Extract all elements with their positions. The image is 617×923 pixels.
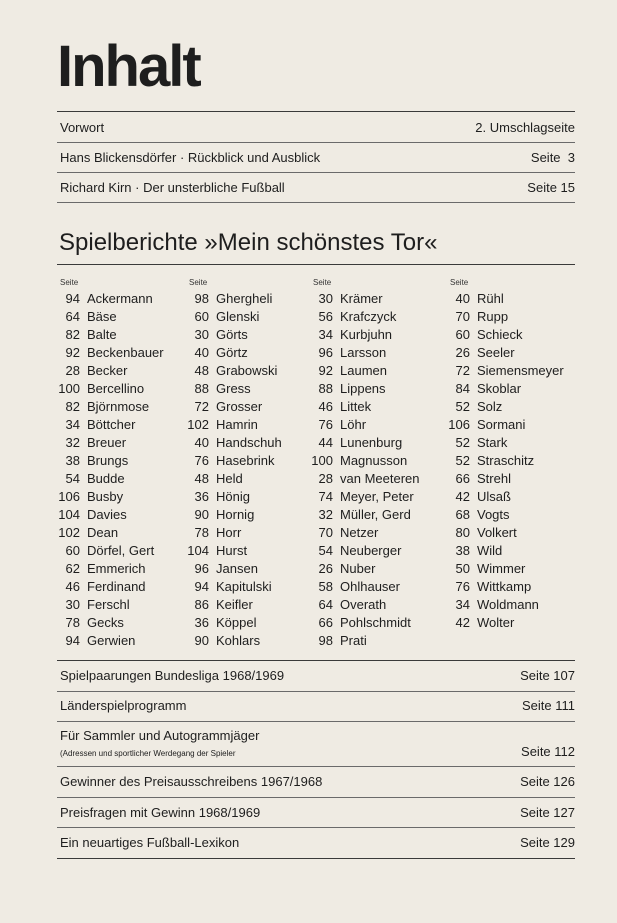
index-entry[interactable] <box>58 344 164 362</box>
entry-name: Gerwien <box>87 633 136 648</box>
entry-page: 94 <box>65 633 80 648</box>
entry-page: 102 <box>58 525 80 540</box>
entry-name: Laumen <box>340 363 387 378</box>
divider <box>57 827 575 828</box>
toc-row-gewinner[interactable] <box>60 774 575 790</box>
index-entry[interactable] <box>58 470 164 488</box>
index-entry[interactable] <box>58 560 164 578</box>
index-entry[interactable] <box>187 488 282 506</box>
entry-page: 38 <box>65 453 80 468</box>
entry-page: 106 <box>58 489 80 504</box>
index-entry[interactable] <box>187 506 282 524</box>
entry-name: Müller, Gerd <box>340 507 411 522</box>
index-entry[interactable] <box>311 506 420 524</box>
entry-name: Strehl <box>477 471 511 486</box>
entry-name: Balte <box>87 327 117 342</box>
page-title: Inhalt <box>57 34 200 99</box>
entry-name: Lunenburg <box>340 435 403 450</box>
entry-page: 52 <box>455 399 470 414</box>
toc-page-ref: Seite 112 <box>521 744 575 759</box>
index-entry[interactable] <box>448 416 564 434</box>
toc-page-ref: Seite 111 <box>521 698 575 713</box>
index-entry[interactable] <box>187 290 282 308</box>
entry-page: 74 <box>318 489 333 504</box>
entry-name: Volkert <box>477 525 517 540</box>
entry-name: Krämer <box>340 291 383 306</box>
entry-name: Köppel <box>216 615 257 630</box>
index-entry[interactable] <box>58 308 164 326</box>
divider <box>57 264 575 265</box>
index-column-3 <box>311 276 420 650</box>
toc-label: Gewinner des Preisausschreibens 1967/1968 <box>60 774 323 789</box>
entry-page: 60 <box>65 543 80 558</box>
entry-page: 40 <box>194 345 209 360</box>
index-entry[interactable] <box>311 452 420 470</box>
index-entry[interactable] <box>58 524 164 542</box>
toc-note: (Adressen und sportlicher Werdegang der Spieler <box>60 749 236 758</box>
index-entry[interactable] <box>448 596 564 614</box>
entry-name: Dörfel, Gert <box>87 543 155 558</box>
entry-page: 76 <box>318 417 333 432</box>
toc-label: Hans Blickensdörfer · Rückblick und Ausblick <box>60 150 321 165</box>
index-entry[interactable] <box>187 542 282 560</box>
toc-page-ref: Seite 129 <box>520 835 575 850</box>
index-entry[interactable] <box>448 578 564 596</box>
index-entry[interactable] <box>311 308 420 326</box>
index-entry[interactable] <box>58 614 164 632</box>
entry-name: Lippens <box>340 381 386 396</box>
index-entry[interactable] <box>311 488 420 506</box>
entry-name: Meyer, Peter <box>340 489 414 504</box>
entry-name: Grosser <box>216 399 263 414</box>
toc-row-spielpaarungen[interactable] <box>60 668 575 684</box>
entry-name: Siemensmeyer <box>477 363 564 378</box>
entry-name: Larsson <box>340 345 387 360</box>
entry-page: 28 <box>65 363 80 378</box>
entry-page: 30 <box>318 291 333 306</box>
index-entry[interactable] <box>58 506 164 524</box>
entry-name: Wimmer <box>477 561 526 576</box>
entry-name: Magnusson <box>340 453 408 468</box>
entry-name: Prati <box>340 633 367 648</box>
toc-label: Für Sammler und Autogrammjäger <box>60 728 260 743</box>
entry-page: 60 <box>455 327 470 342</box>
index-entry[interactable] <box>58 290 164 308</box>
entry-page: 94 <box>194 579 209 594</box>
divider <box>57 691 575 692</box>
entry-page: 52 <box>455 435 470 450</box>
entry-name: Hornig <box>216 507 255 522</box>
entry-name: Rupp <box>477 309 509 324</box>
toc-label: Spielpaarungen Bundesliga 1968/1969 <box>60 668 285 683</box>
index-entry[interactable] <box>58 326 164 344</box>
index-entry[interactable] <box>187 344 282 362</box>
entry-name: Jansen <box>216 561 258 576</box>
entry-name: Vogts <box>477 507 510 522</box>
entry-page: 66 <box>318 615 333 630</box>
entry-page: 64 <box>65 309 80 324</box>
index-entry[interactable] <box>311 560 420 578</box>
index-entry[interactable] <box>311 416 420 434</box>
entry-page: 48 <box>194 471 209 486</box>
divider <box>57 721 575 722</box>
index-entry[interactable] <box>187 380 282 398</box>
entry-name: Bercellino <box>87 381 145 396</box>
entry-page: 62 <box>65 561 80 576</box>
entry-page: 78 <box>65 615 80 630</box>
index-entry[interactable] <box>311 632 420 650</box>
entry-page: 88 <box>318 381 333 396</box>
entry-name: Wolter <box>477 615 515 630</box>
entry-name: Hamrin <box>216 417 258 432</box>
entry-page: 26 <box>455 345 470 360</box>
index-entry[interactable] <box>311 542 420 560</box>
index-column-2 <box>187 276 282 650</box>
index-entry[interactable] <box>187 398 282 416</box>
entry-name: Schieck <box>477 327 523 342</box>
entry-name: Beckenbauer <box>87 345 164 360</box>
index-entry[interactable] <box>58 596 164 614</box>
entry-name: Breuer <box>87 435 127 450</box>
entry-name: Ulsaß <box>477 489 511 504</box>
toc-page-ref: Seite 127 <box>520 805 575 820</box>
entry-page: 78 <box>194 525 209 540</box>
entry-name: Sormani <box>477 417 526 432</box>
entry-page: 98 <box>194 291 209 306</box>
index-entry[interactable] <box>448 290 564 308</box>
entry-page: 92 <box>318 363 333 378</box>
entry-page: 66 <box>455 471 470 486</box>
index-entry[interactable] <box>311 524 420 542</box>
index-entry[interactable] <box>187 434 282 452</box>
entry-name: Wild <box>477 543 503 558</box>
entry-name: Wittkamp <box>477 579 532 594</box>
entry-page: 92 <box>65 345 80 360</box>
entry-page: 48 <box>194 363 209 378</box>
section-title: Spielberichte »Mein schönstes Tor« <box>59 229 438 256</box>
index-entry[interactable] <box>311 596 420 614</box>
divider <box>57 660 575 661</box>
entry-page: 80 <box>455 525 470 540</box>
entry-name: Littek <box>340 399 372 414</box>
divider <box>57 111 575 112</box>
entry-page: 76 <box>194 453 209 468</box>
entry-page: 34 <box>455 597 470 612</box>
entry-name: Straschitz <box>477 453 535 468</box>
entry-page: 50 <box>455 561 470 576</box>
entry-name: Overath <box>340 597 387 612</box>
index-entry[interactable] <box>448 506 564 524</box>
toc-row-preisfragen[interactable] <box>60 805 575 821</box>
entry-page: 40 <box>194 435 209 450</box>
entry-name: Pohlschmidt <box>340 615 411 630</box>
toc-label: Länderspielprogramm <box>60 698 187 713</box>
index-entry[interactable] <box>187 596 282 614</box>
entry-name: Horr <box>216 525 242 540</box>
index-entry[interactable] <box>58 380 164 398</box>
entry-name: Keifler <box>216 597 253 612</box>
index-entry[interactable] <box>58 578 164 596</box>
toc-row-sammler[interactable] <box>60 728 575 762</box>
entry-name: Ferschl <box>87 597 130 612</box>
index-entry[interactable] <box>311 614 420 632</box>
index-entry[interactable] <box>58 362 164 380</box>
index-entry[interactable] <box>448 398 564 416</box>
entry-name: Handschuh <box>216 435 282 450</box>
entry-page: 30 <box>65 597 80 612</box>
entry-name: Görts <box>216 327 248 342</box>
index-entry[interactable] <box>448 470 564 488</box>
entry-page: 46 <box>65 579 80 594</box>
entry-page: 30 <box>194 327 209 342</box>
entry-page: 46 <box>318 399 333 414</box>
entry-page: 70 <box>318 525 333 540</box>
index-entry[interactable] <box>311 380 420 398</box>
entry-name: Seeler <box>477 345 515 360</box>
entry-name: Hasebrink <box>216 453 275 468</box>
entry-name: Glenski <box>216 309 260 324</box>
entry-page: 40 <box>455 291 470 306</box>
index-entry[interactable] <box>311 398 420 416</box>
entry-page: 42 <box>455 489 470 504</box>
entry-name: Gress <box>216 381 251 396</box>
entry-page: 72 <box>455 363 470 378</box>
entry-page: 102 <box>187 417 209 432</box>
index-entry[interactable] <box>58 452 164 470</box>
index-entry[interactable] <box>58 488 164 506</box>
entry-name: Hönig <box>216 489 250 504</box>
toc-page-ref: Seite 15 <box>527 180 575 195</box>
divider <box>57 202 575 203</box>
entry-page: 72 <box>194 399 209 414</box>
entry-page: 34 <box>65 417 80 432</box>
entry-page: 60 <box>194 309 209 324</box>
entry-name: Netzer <box>340 525 379 540</box>
index-entry[interactable] <box>448 542 564 560</box>
index-entry[interactable] <box>187 416 282 434</box>
toc-page-ref: Seite 126 <box>520 774 575 789</box>
entry-name: Hurst <box>216 543 248 558</box>
toc-row-vorwort[interactable] <box>60 120 575 136</box>
column-header: Seite <box>189 278 208 287</box>
divider <box>57 766 575 767</box>
entry-name: Budde <box>87 471 125 486</box>
entry-page: 84 <box>455 381 470 396</box>
index-entry[interactable] <box>187 326 282 344</box>
entry-name: Grabowski <box>216 363 278 378</box>
entry-page: 42 <box>455 615 470 630</box>
entry-page: 96 <box>194 561 209 576</box>
entry-page: 90 <box>194 507 209 522</box>
entry-page: 68 <box>455 507 470 522</box>
index-entry[interactable] <box>187 560 282 578</box>
entry-page: 38 <box>455 543 470 558</box>
entry-name: Ferdinand <box>87 579 146 594</box>
index-entry[interactable] <box>187 452 282 470</box>
entry-page: 34 <box>318 327 333 342</box>
index-entry[interactable] <box>448 614 564 632</box>
entry-page: 94 <box>65 291 80 306</box>
toc-row-kirn[interactable] <box>60 180 575 196</box>
index-entry[interactable] <box>58 632 164 650</box>
entry-page: 86 <box>194 597 209 612</box>
divider <box>57 858 575 859</box>
entry-name: Brungs <box>87 453 129 468</box>
entry-page: 106 <box>448 417 470 432</box>
index-entry[interactable] <box>448 344 564 362</box>
entry-page: 32 <box>65 435 80 450</box>
entry-page: 82 <box>65 327 80 342</box>
entry-page: 32 <box>318 507 333 522</box>
entry-name: Solz <box>477 399 503 414</box>
index-entry[interactable] <box>448 524 564 542</box>
index-entry[interactable] <box>58 542 164 560</box>
index-entry[interactable] <box>311 578 420 596</box>
entry-page: 54 <box>65 471 80 486</box>
entry-page: 54 <box>318 543 333 558</box>
index-entry[interactable] <box>187 524 282 542</box>
toc-row-lexikon[interactable] <box>60 835 575 851</box>
entry-page: 56 <box>318 309 333 324</box>
entry-name: Nuber <box>340 561 376 576</box>
entry-name: Löhr <box>340 417 367 432</box>
entry-name: Ackermann <box>87 291 153 306</box>
entry-page: 26 <box>318 561 333 576</box>
toc-page-ref: Seite 3 <box>530 150 575 165</box>
entry-name: Emmerich <box>87 561 146 576</box>
index-entry[interactable] <box>187 632 282 650</box>
toc-label: Ein neuartiges Fußball-Lexikon <box>60 835 240 850</box>
entry-page: 76 <box>455 579 470 594</box>
entry-page: 88 <box>194 381 209 396</box>
entry-name: Neuberger <box>340 543 402 558</box>
index-entry[interactable] <box>187 470 282 488</box>
toc-page-ref: Seite 107 <box>520 668 575 683</box>
index-entry[interactable] <box>448 308 564 326</box>
toc-page-ref: 2. Umschlagseite <box>475 120 575 135</box>
toc-row-laenderspielprogramm[interactable] <box>60 698 575 714</box>
entry-name: Böttcher <box>87 417 136 432</box>
index-entry[interactable] <box>311 362 420 380</box>
entry-page: 52 <box>455 453 470 468</box>
entry-page: 90 <box>194 633 209 648</box>
index-entry[interactable] <box>187 308 282 326</box>
entry-page: 44 <box>318 435 333 450</box>
entry-page: 82 <box>65 399 80 414</box>
index-entry[interactable] <box>448 488 564 506</box>
entry-page: 104 <box>58 507 80 522</box>
entry-page: 96 <box>318 345 333 360</box>
index-entry[interactable] <box>448 560 564 578</box>
entry-page: 70 <box>455 309 470 324</box>
entry-name: Davies <box>87 507 127 522</box>
entry-name: Busby <box>87 489 124 504</box>
index-entry[interactable] <box>58 434 164 452</box>
index-entry[interactable] <box>448 380 564 398</box>
entry-name: Görtz <box>216 345 248 360</box>
index-entry[interactable] <box>187 362 282 380</box>
index-entry[interactable] <box>58 416 164 434</box>
index-entry[interactable] <box>448 452 564 470</box>
entry-name: van Meeteren <box>340 471 420 486</box>
entry-name: Becker <box>87 363 128 378</box>
entry-name: Woldmann <box>477 597 539 612</box>
index-entry[interactable] <box>448 362 564 380</box>
index-entry[interactable] <box>187 614 282 632</box>
index-entry[interactable] <box>311 290 420 308</box>
entry-name: Björnmose <box>87 399 150 414</box>
entry-page: 100 <box>58 381 80 396</box>
entry-name: Gecks <box>87 615 124 630</box>
entry-name: Rühl <box>477 291 504 306</box>
index-entry[interactable] <box>311 434 420 452</box>
divider <box>57 797 575 798</box>
entry-page: 100 <box>311 453 333 468</box>
column-header: Seite <box>313 278 332 287</box>
index-entry[interactable] <box>311 344 420 362</box>
toc-label: Vorwort <box>60 120 105 135</box>
index-entry[interactable] <box>58 398 164 416</box>
entry-name: Held <box>216 471 243 486</box>
entry-name: Kapitulski <box>216 579 272 594</box>
entry-page: 104 <box>187 543 209 558</box>
entry-page: 36 <box>194 615 209 630</box>
entry-name: Dean <box>87 525 119 540</box>
index-column-4 <box>448 276 564 632</box>
column-header: Seite <box>450 278 469 287</box>
index-entry[interactable] <box>311 326 420 344</box>
index-column-1 <box>58 276 164 650</box>
entry-name: Kurbjuhn <box>340 327 393 342</box>
toc-label: Preisfragen mit Gewinn 1968/1969 <box>60 805 261 820</box>
entry-page: 98 <box>318 633 333 648</box>
toc-row-blickensdoerfer[interactable] <box>60 150 575 166</box>
column-header: Seite <box>60 278 79 287</box>
entry-name: Stark <box>477 435 508 450</box>
index-entry[interactable] <box>448 434 564 452</box>
index-entry[interactable] <box>311 470 420 488</box>
index-entry[interactable] <box>448 326 564 344</box>
entry-name: Ghergheli <box>216 291 273 306</box>
entry-page: 36 <box>194 489 209 504</box>
entry-page: 64 <box>318 597 333 612</box>
entry-name: Bäse <box>87 309 117 324</box>
entry-page: 28 <box>318 471 333 486</box>
divider <box>57 172 575 173</box>
entry-name: Ohlhauser <box>340 579 400 594</box>
entry-name: Kohlars <box>216 633 261 648</box>
entry-name: Krafczyck <box>340 309 397 324</box>
entry-name: Skoblar <box>477 381 522 396</box>
entry-page: 58 <box>318 579 333 594</box>
index-entry[interactable] <box>187 578 282 596</box>
divider <box>57 142 575 143</box>
toc-label: Richard Kirn · Der unsterbliche Fußball <box>60 180 285 195</box>
